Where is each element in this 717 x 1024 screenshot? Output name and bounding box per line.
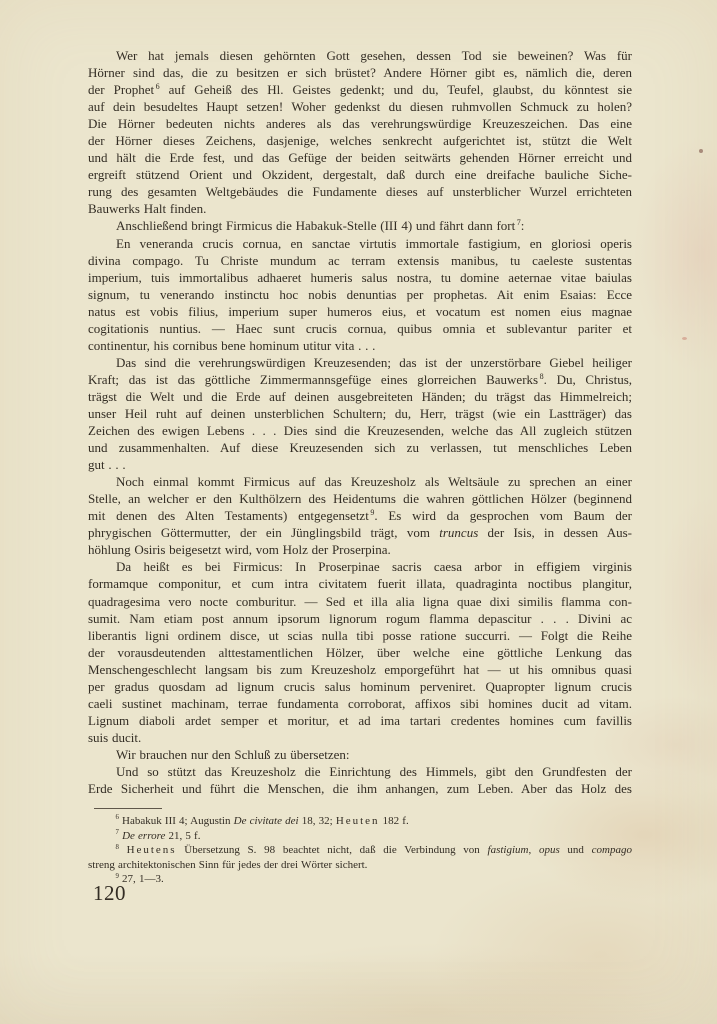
paragraph — [88, 354, 632, 473]
paragraph — [88, 235, 632, 354]
text-line: mit denen des Alten Testaments) entgegensetzt $^9$. Es wird da gesprochen vom Baum der — [88, 507, 633, 524]
text-line: phrygischen Göttermutter, der ein Jünglingsbild trägt, vom truncus der Isis, in dessen Aus- — [88, 525, 632, 541]
text-line: rung des gesamten Weltgebäudes die Fundamente dieses auf unsterblicher Wurzel errichteten — [88, 184, 632, 200]
text-line: En veneranda crucis cornua, en sanctae virtutis immortale fastigium, en gloriosi operis — [116, 235, 632, 251]
footnote-separator — [94, 808, 162, 809]
text-line: trägst die Welt und die Erde auf deinen ausgebreiteten Händen; du trägst das Himmelreich; — [88, 388, 632, 404]
text-line: und zusammenhalten. Auf diese Kreuzesenden sich zu verlassen, tut menschliches Leben — [88, 440, 632, 456]
text-line: der Prophet $^6$ auf Geheiß des Hl. Geistes gedenkt; und du, Teufel, glaubst, du könntest sie — [88, 81, 633, 98]
text-line: cogitationis nuntius. — Haec sunt crucis cornua, quibus omnia et sublevantur pariter et — [88, 320, 632, 336]
text-line: ergreift stützend Orient und Okzident, dergestalt, daß durch eine dreifache bauliche Siche- — [88, 167, 632, 183]
text-line: Bauwerks Halt finden. — [88, 201, 207, 217]
paragraph — [88, 763, 632, 797]
body-text — [88, 47, 632, 797]
text-line: divina compago. Tu Christe mundum ac terram extensis manibus, tu caeleste sustentas — [88, 252, 632, 268]
text-line: suis ducit. — [88, 729, 142, 745]
page-number: 120 — [93, 881, 126, 905]
text-line: Lignum diaboli ardet semper et moritur, et ad ima tartari credentes homines cum favillis — [88, 712, 632, 728]
text-line: unser Heil ruht auf deinen unsterblichen Schultern; du, Herr, trägst (wie ein Lastträger) das — [88, 405, 632, 421]
text-line: sumit. Nam etiam post annum ipsorum lignorum rogum flamma depascitur . . . Divini ac — [88, 610, 632, 626]
text-line: liberantis ligni ordinem disce, ut scias nulla tibi posse ratione succurri. — Folgt die Reihe — [88, 627, 632, 643]
paragraph — [88, 558, 632, 746]
text-line: Wir brauchen nur den Schluß zu übersetzen: — [116, 746, 350, 762]
text-line: höhlung Osiris beigesetzt wird, vom Holz der Proserpina. — [88, 542, 391, 558]
text-line: Erde Sicherheit und führt die Menschen, die ihm anhangen, zum Leben. Aber das Holz des — [88, 781, 632, 797]
text-line: Anschließend bringt Firmicus die Habakuk-Stelle (III 4) und fährt dann fort $^7$: — [116, 218, 525, 234]
text-line: gut . . . — [88, 457, 126, 473]
text-line: Die Hörner bedeuten nichts anderes als das verehrungswürdige Kreuzeszeichen. Das eine — [88, 116, 632, 132]
text-line: Das sind die verehrungswürdigen Kreuzesenden; das ist der unzerstörbare Giebel heiliger — [116, 354, 632, 370]
text-line: $^9$ 27, 1—3. — [115, 872, 164, 886]
paragraph — [88, 872, 632, 887]
text-line: $^7$ De errore 21, 5 f. — [115, 828, 201, 842]
text-line: Da heißt es bei Firmicus: In Proserpinae sacris caesa arbor in effigiem virginis — [116, 559, 632, 575]
text-line: caeli sustinet machinam, terrae fundamenta corroborat, affixos sibi homines ducit ad vitam. — [88, 695, 632, 711]
text-line: natus est vobis filius, imperium super humeros eius, et vocatum est nomen eius magnae — [88, 303, 632, 319]
text-line: formamque componitur, et cum intra civitatem fuerit illata, quadraginta noctibus plangitur, — [88, 576, 632, 592]
text-line: Wer hat jemals diesen gehörnten Gott gesehen, dessen Tod sie beweinen? Was für — [116, 48, 632, 63]
text-line: $^6$ Habakuk III 4; Augustin De civitate dei 18, 32; Heuten 182 f. — [115, 814, 409, 827]
text-line: imperium, tuis immortalibus adhaeret humeris salus nostra, tu domine aeternae vitae baiulas — [88, 269, 632, 285]
paper-speck — [682, 337, 687, 340]
text-line: Zeichen des ewigen Lebens . . . Dies sind die Kreuzesenden, welche das All zugleich stützen — [88, 423, 632, 439]
text-line: $^8$ Heutens Übersetzung S. 98 beachtet nicht, daß die Verbindung von fastigium, opus und compago — [115, 843, 632, 857]
paragraph — [88, 829, 632, 844]
paper-speck — [699, 149, 703, 153]
text-line: Hörner sind das, die zu besitzen er sich brüstet? Andere Hörner gibt es, nämlich die, deren — [88, 65, 632, 81]
text-line: der Hörner dieses Zeichens, dasjenige, welches senkrecht aufgerichtet ist, stützt die Welt — [88, 133, 632, 149]
paragraph — [88, 473, 632, 558]
paragraph — [88, 843, 632, 872]
text-line: auf dein besudeltes Haupt setzen! Woher gedenkst du diesen ruhmvollen Schmuck zu holen? — [88, 99, 632, 115]
text-line: streng architektonischen Sinn für jedes der drei Wörter sichert. — [88, 858, 368, 871]
text-line: quadragesima vero nocte comburitur. — Sed et illa alia ligna quae dixi similis flamma con- — [88, 593, 632, 609]
text-line: signum, tu venerando instinctu hoc nobis denuntias per prophetas. Ait enim Esaias: Ecce — [88, 286, 632, 302]
text-line: continentur, his cornibus bene hominum utitur vita . . . — [88, 337, 376, 353]
paragraph — [88, 746, 632, 763]
text-line: Noch einmal kommt Firmicus auf das Kreuzesholz als Weltsäule zu sprechen an einer — [116, 474, 632, 490]
text-line: der vorausdeutenden alttestamentlichen Hölzer, über welche eine göttliche Lenkung das — [88, 644, 632, 660]
paragraph — [88, 47, 632, 217]
text-line: per gradus quosdam ad lignum crucis salus hominum perveniret. Quapropter lignum crucis — [88, 678, 632, 694]
text-line: Kraft; das ist das göttliche Zimmermannsgefüge eines glorreichen Bauwerks $^8$. Du, Christus, — [88, 371, 633, 387]
text-line: Menschengeschlecht langsam bis zum Kreuzesholz emporgeführt hat — ut his omnibus quasi — [88, 661, 632, 677]
paragraph — [88, 217, 632, 234]
paragraph — [88, 814, 632, 829]
footnotes — [88, 814, 632, 887]
text-line: Stelle, an welcher er den Kulthölzern des Heidentums die wahren göttlichen Hölzer (beginnend — [88, 491, 632, 507]
text-line: Und so stützt das Kreuzesholz die Einrichtung des Himmels, gibt den Grundfesten der — [116, 763, 632, 779]
text-line: und hält die Erde fest, und das Gefüge der beiden seitwärts gehenden Hörner erreicht und — [88, 150, 632, 166]
